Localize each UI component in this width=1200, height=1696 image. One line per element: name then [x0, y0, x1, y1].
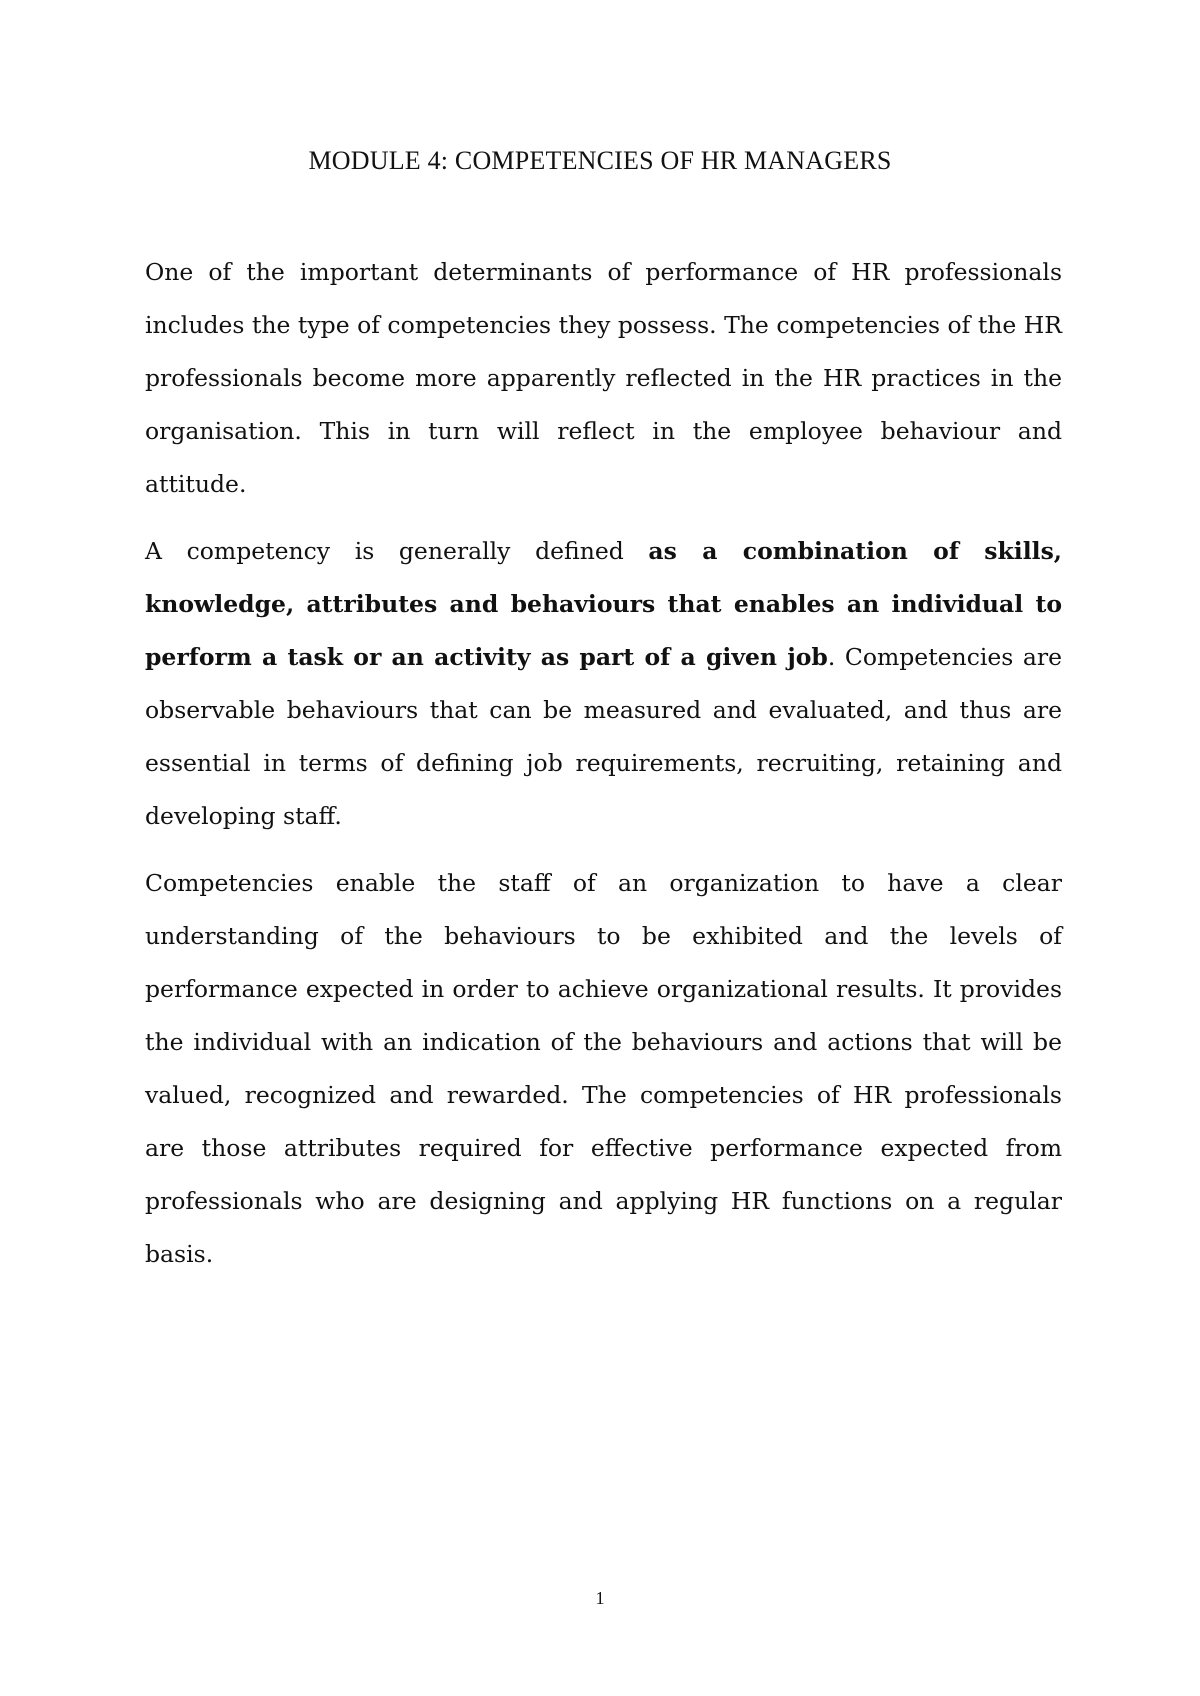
- definition-lead-text: A competency is generally defined: [145, 537, 649, 565]
- paragraph-definition: [145, 525, 1062, 843]
- document-title: MODULE 4: COMPETENCIES OF HR MANAGERS: [308, 146, 892, 175]
- definition-tail-text: . Competencies are observable behaviours that can be measured and evaluated, and thus are essential in terms of defining job requirements, recruiting, retaining and developing staff.: [145, 643, 1062, 830]
- page-number: 1: [595, 1588, 605, 1608]
- definition-bold-text: as a combination of skills, knowledge, attributes and behaviours that enables an individual to perform a task or an activity as part of a given job: [145, 537, 1062, 671]
- document-body: [145, 246, 1062, 1295]
- paragraph-intro: One of the important determinants of performance of HR professionals includes the type of competencies they possess. The competencies of the HR professionals become more apparently reflected in the HR practices in the organisation. This in turn will reflect in the employee behaviour and attitude.: [145, 258, 1062, 498]
- paragraph-competencies: Competencies enable the staff of an organization to have a clear understanding of the behaviours to be exhibited and the levels of performance expected in order to achieve organizational results. It provides the individual with an indication of the behaviours and actions that will be valued, recognized and rewarded. The competencies of HR professionals are those attributes required for effective performance expected from professionals who are designing and applying HR functions on a regular basis.: [145, 869, 1062, 1268]
